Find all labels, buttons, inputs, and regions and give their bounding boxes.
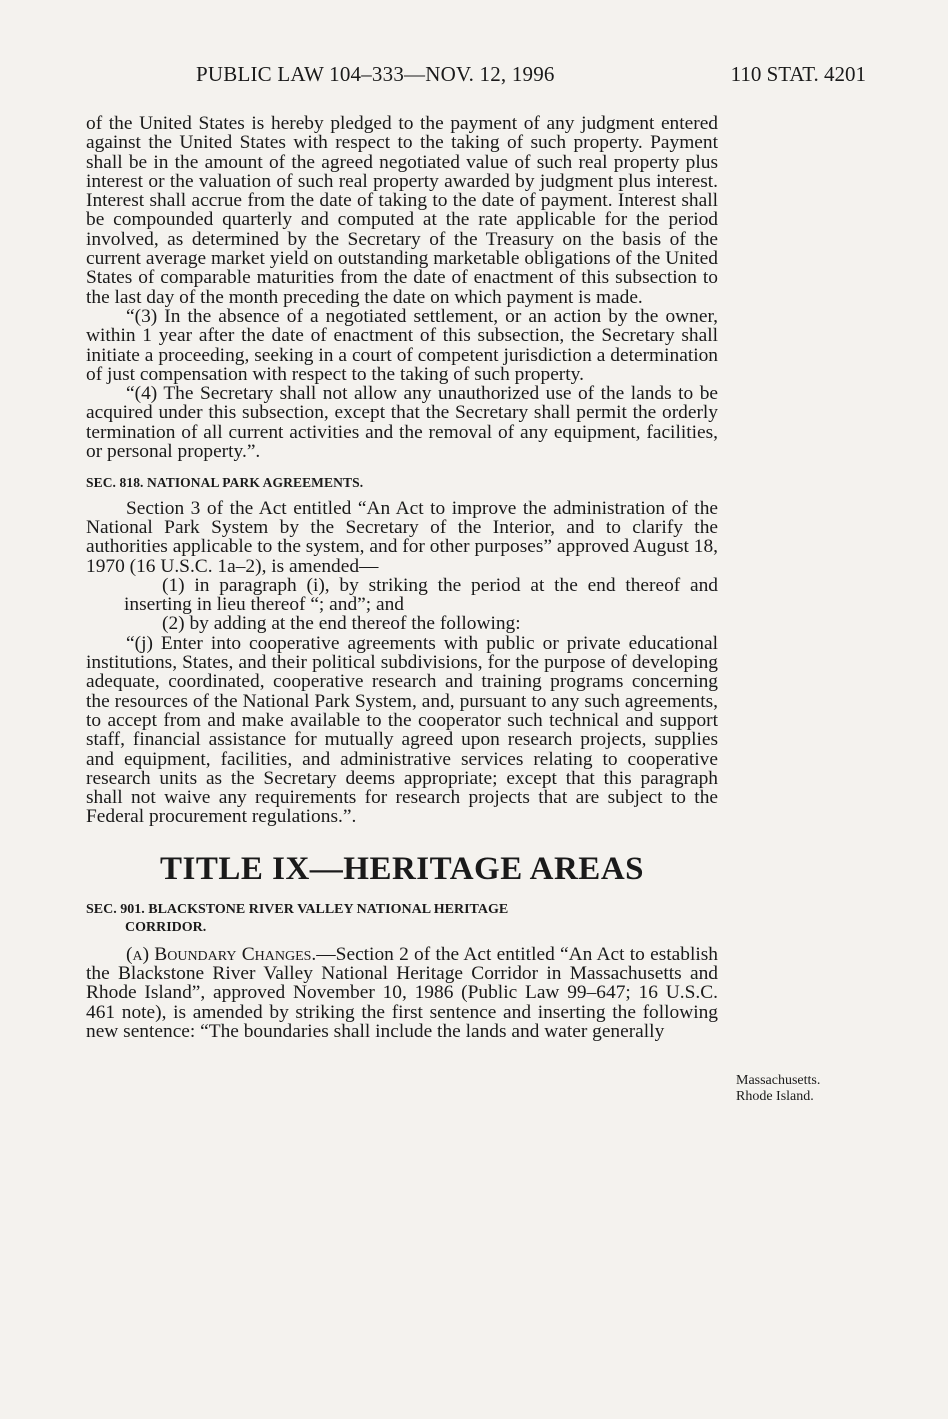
running-title: PUBLIC LAW 104–333—NOV. 12, 1996 <box>196 62 555 86</box>
margin-note-massachusetts: Massachusetts. <box>736 1073 821 1088</box>
subsection-label: (a) Boundary Changes. <box>126 943 317 965</box>
paragraph-4: “(4) The Secretary shall not allow any unauthorized use of the lands to be acquired under this subsection, except that the Secretary shall permit the orderly termination of all current activities and the removal of any equipment, facilities, or personal property.”. <box>86 383 718 463</box>
section-818-item-2: (2) by adding at the end thereof the following: <box>162 613 521 635</box>
section-818-quoted-paragraph: “(j) Enter into cooperative agreements with public or private educational institutions, States, and their political subdivisions, for the purpose of developing adequate, coordinated, cooperative research and training programs concerning the resources of the National Park System, and, pursuant to any such agreements, to accept from and make available to the cooperator such technical and support staff, financial assistance for mutually agreed upon research projects, supplies and equipment, facilities, and administrative services relating to cooperative research units as the Secretary deems appropriate; except that this paragraph shall not waive any requirements for research projects that are subject to the Federal procurement regulations.”. <box>86 632 718 828</box>
section-818-item-1: (1) in paragraph (i), by striking the period at the end thereof and inserting in lieu thereof “; and”; and <box>124 574 718 616</box>
section-901-heading-line-2: CORRIDOR. <box>125 919 207 935</box>
stat-page-number: 110 STAT. 4201 <box>730 62 866 86</box>
paragraph-3: “(3) In the absence of a negotiated settlement, or an action by the owner, within 1 year after the date of enactment of this subsection, the Secretary shall initiate a proceeding, seeking in a court of competent jurisdiction a determination of just compensation with respect to the taking of such property. <box>86 305 718 385</box>
section-901-heading <box>86 901 718 937</box>
section-901-heading-line-1: SEC. 901. BLACKSTONE RIVER VALLEY NATIONAL HERITAGE <box>86 901 509 917</box>
paragraph-continuation: of the United States is hereby pledged to the payment of any judgment entered against the United States with respect to the taking of such property. Payment shall be in the amount of the agreed negotiated value of such real property plus interest or the valuation of such real property awarded by judgment plus interest. Interest shall accrue from the date of taking to the date of payment. Interest shall be compounded quarterly and computed at the rate applicable for the period involved, as determined by the Secretary of the Treasury on the basis of the current average market yield on outstanding marketable obligations of the United States of comparable maturities from the date of enactment of this subsection to the last day of the month preceding the date on which payment is made. <box>86 113 718 308</box>
subsection-text: —Section 2 of the Act entitled “An Act to establish the Blackstone River Valley National Heritage Corridor in Massachusetts and Rhode Island”, approved November 10, 1986 (Public Law 99–647; 16 U.S.C. 461 note), is amended by striking the first sentence and inserting the following new sentence: “The boundaries shall include the lands and water generally <box>86 943 718 1042</box>
section-901-subsection-a <box>86 945 718 1041</box>
title-ix-heading: TITLE IX—HERITAGE AREAS <box>159 850 645 887</box>
section-818-heading: SEC. 818. NATIONAL PARK AGREEMENTS. <box>86 475 364 491</box>
section-818-intro: Section 3 of the Act entitled “An Act to improve the administration of the National Park System by the Secretary of the Interior, and to clarify the authorities applicable to the system, and for other purposes” approved August 18, 1970 (16 U.S.C. 1a–2), is amended— <box>86 497 718 577</box>
document-body <box>86 114 718 1041</box>
margin-note-rhode-island: Rhode Island. <box>736 1089 814 1104</box>
margin-note <box>736 1073 820 1105</box>
